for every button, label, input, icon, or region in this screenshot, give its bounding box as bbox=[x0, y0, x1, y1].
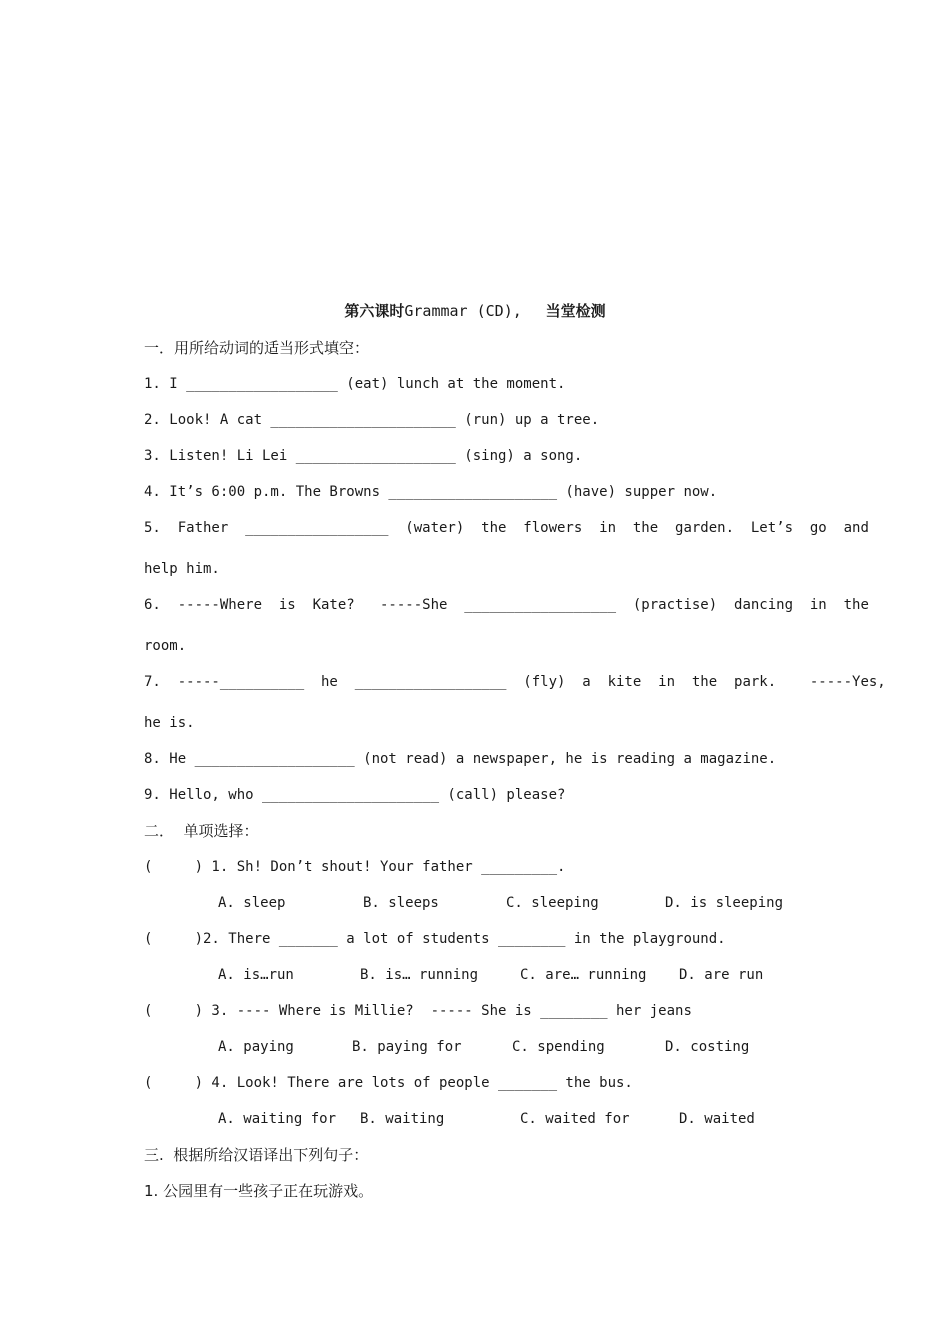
s2-q1-stem: ( ) 1. Sh! Don’t shout! Your father _________. bbox=[144, 859, 566, 875]
s2-q4-options bbox=[218, 1109, 808, 1229]
section3-heading: 三. 根据所给汉语译出下列句子： bbox=[144, 1146, 369, 1164]
s1-item-6-cont: room. bbox=[144, 638, 187, 654]
s2-q3-option-c: C. spending bbox=[512, 1039, 605, 1055]
s2-q4-stem: ( ) 4. Look! There are lots of people _______ the bus. bbox=[144, 1075, 633, 1091]
s1-item-1: 1. I __________________ (eat) lunch at the moment. bbox=[144, 376, 566, 392]
s2-q2-option-a: A. is…run bbox=[218, 967, 294, 983]
s3-item-1: 1. 公园里有一些孩子正在玩游戏。 bbox=[144, 1182, 374, 1200]
s1-item-3: 3. Listen! Li Lei ___________________ (sing) a song. bbox=[144, 448, 583, 464]
s1-item-5-cont: help him. bbox=[144, 561, 220, 577]
s2-q3-option-d: D. costing bbox=[665, 1039, 750, 1055]
s2-q1-option-b: B. sleeps bbox=[363, 895, 439, 911]
s1-item-4: 4. It’s 6:00 p.m. The Browns ____________________ (have) supper now. bbox=[144, 484, 718, 500]
s2-q3-option-a: A. paying bbox=[218, 1039, 294, 1055]
s2-q3-option-b: B. paying for bbox=[352, 1039, 462, 1055]
s1-item-2: 2. Look! A cat ______________________ (run) up a tree. bbox=[144, 412, 600, 428]
s2-q2-option-d: D. are run bbox=[679, 967, 764, 983]
s2-q1-option-a: A. sleep bbox=[218, 895, 286, 911]
s2-q1-option-c: C. sleeping bbox=[506, 895, 599, 911]
s1-item-7-cont: he is. bbox=[144, 715, 195, 731]
s2-q4-option-d: D. waited bbox=[679, 1111, 755, 1127]
s1-item-9: 9. Hello, who _____________________ (call) please? bbox=[144, 787, 566, 803]
s2-q2-option-c: C. are… running bbox=[520, 967, 647, 983]
section2-heading: 二． 单项选择： bbox=[144, 822, 259, 840]
title-check: 当堂检测 bbox=[545, 302, 606, 320]
s1-item-7: 7. -----__________ he __________________ (fly) a kite in the park. -----Yes, bbox=[144, 674, 886, 690]
page-title bbox=[0, 300, 950, 321]
s2-q4-option-c: C. waited for bbox=[520, 1111, 630, 1127]
s2-q4-option-a: A. waiting for bbox=[218, 1111, 337, 1127]
s1-item-5: 5. Father _________________ (water) the flowers in the garden. Let’s go and bbox=[144, 520, 869, 536]
s2-q2-stem: ( )2. There _______ a lot of students ________ in the playground. bbox=[144, 931, 726, 947]
section1-heading: 一．用所给动词的适当形式填空： bbox=[144, 339, 370, 357]
s1-item-6: 6. -----Where is Kate? -----She __________________ (practise) dancing in the bbox=[144, 597, 869, 613]
s2-q4-option-b: B. waiting bbox=[360, 1111, 445, 1127]
s2-q3-stem: ( ) 3. ---- Where is Millie? ----- She is ________ her jeans bbox=[144, 1003, 692, 1019]
s2-q2-option-b: B. is… running bbox=[360, 967, 479, 983]
title-topic: Grammar (CD), bbox=[404, 302, 522, 320]
s1-item-8: 8. He ___________________ (not read) a newspaper, he is reading a magazine. bbox=[144, 751, 777, 767]
s2-q1-option-d: D. is sleeping bbox=[665, 895, 784, 911]
title-lesson: 第六课时 bbox=[344, 302, 405, 320]
